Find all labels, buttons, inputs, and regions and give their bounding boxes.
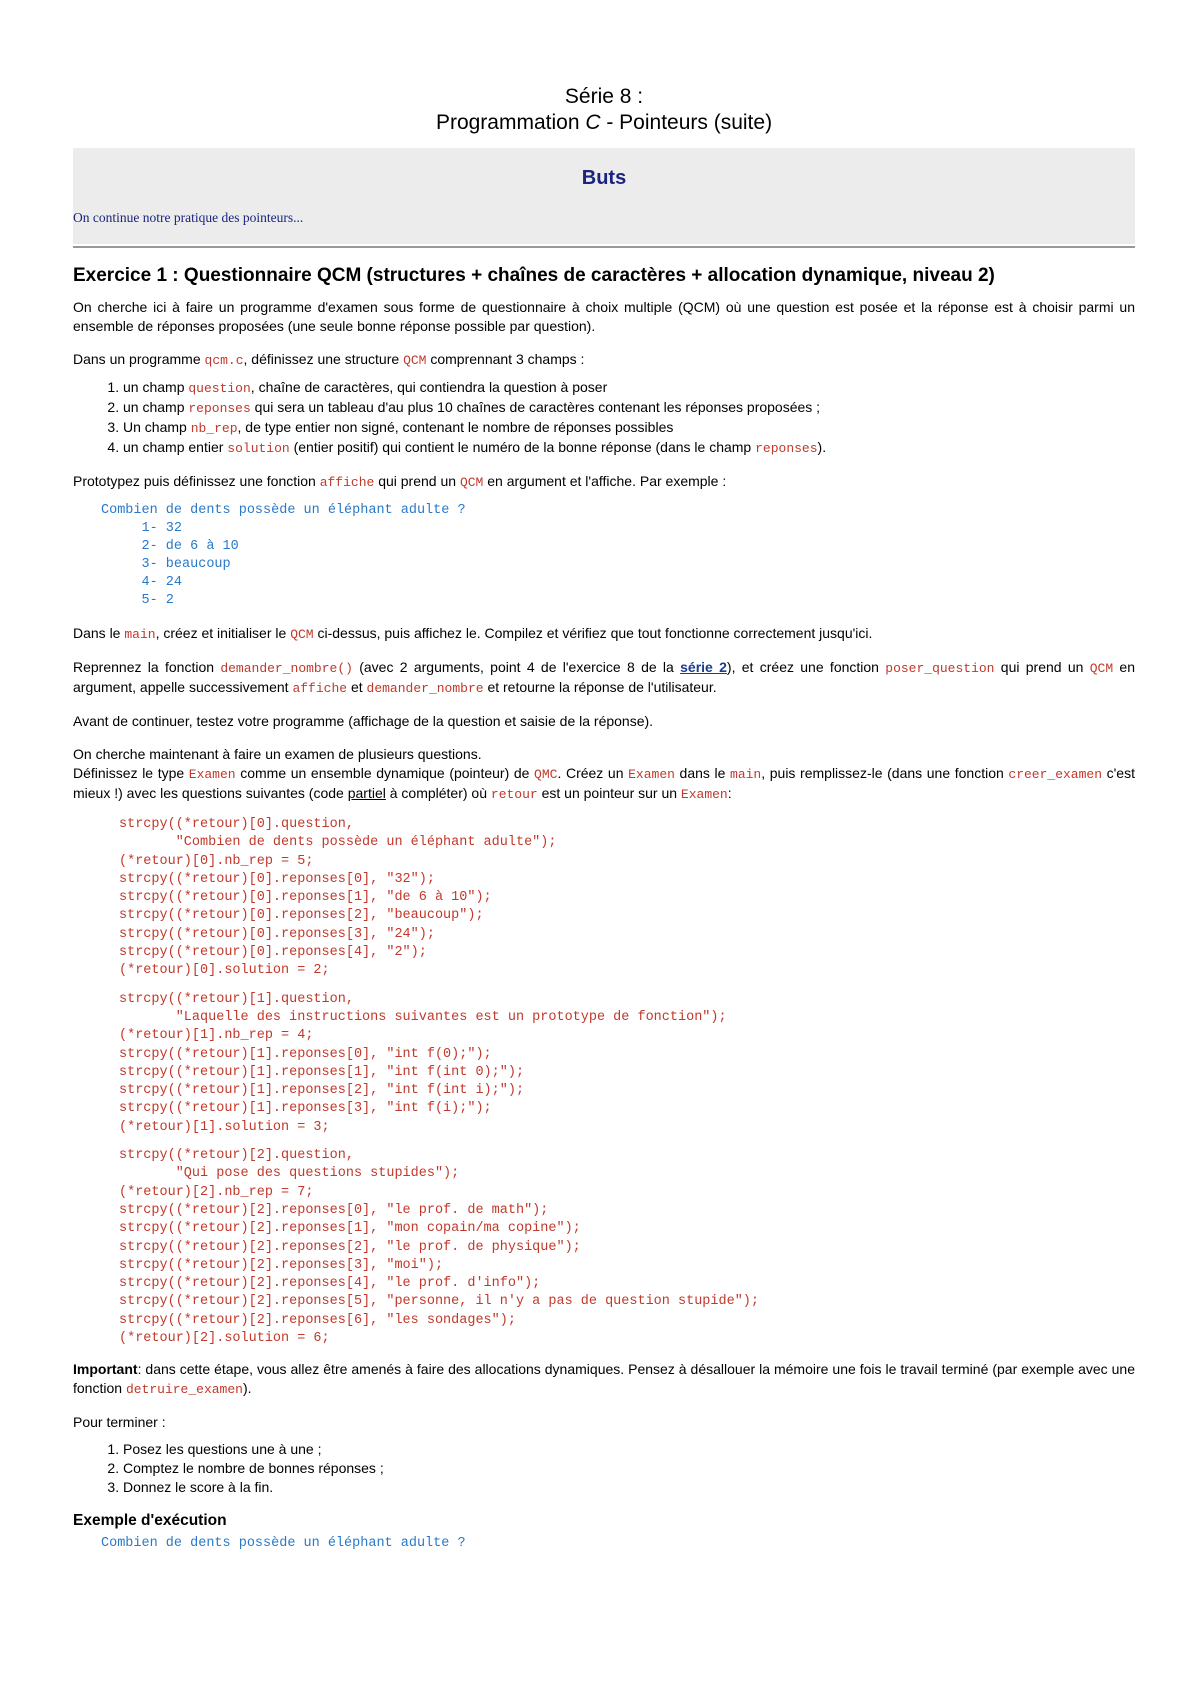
filename-code: qcm.c [204,353,244,368]
buts-text: On continue notre pratique des pointeurs... [73,210,304,225]
list-item: 3. Donnez le score à la fin. [123,1478,1135,1497]
code-block-question-2: strcpy((*retour)[1].question, "Laquelle des instructions suivantes est un prototype de fonction"); (*retour)[1].nb_rep = 4; strcpy((*retour)[1].reponses[0], "int f(0);"); strcpy((*retour)[1].reponses[1], "int f(int 0);"); strcpy((*retour)[1].reponses[2], "int f(int i);"); strcpy((*retour)[1].reponses[3], "int f(i);"); (*retour)[1].solution = 3; [119,991,727,1135]
list-item: 3. Un champ nb_rep, de type entier non signé, contenant le nombre de réponses possibles [123,418,1135,438]
serie-2-link[interactable]: série 2 [680,659,727,675]
test-paragraph: Avant de continuer, testez votre programme (affichage de la question et saisie de la réponse). [73,713,654,729]
exercise-heading: Exercice 1 : Questionnaire QCM (structures + chaînes de caractères + allocation dynamique, niveau 2) [73,265,995,286]
list-item: 1. Posez les questions une à une ; [123,1440,1135,1459]
document-page [73,0,1135,1567]
examen-paragraph: On cherche maintenant à faire un examen de plusieurs questions. Définissez le type Examen comme un ensemble dynamique (pointeur) de QMC. Créez un Examen dans le main, puis remplissez-le (dans une fonction creer_examen c'est mieux !) avec les questions suivantes (code partiel à compléter) où retour est un pointeur sur un Examen: [73,746,1135,802]
important-paragraph: Important: dans cette étape, vous allez être amenés à faire des allocations dynamiques. Pensez à désallouer la mémoire une fois le travail terminé (par exemple avec une fonction detruire_examen). [73,1361,1135,1398]
code-block-question-1: strcpy((*retour)[0].question, "Combien de dents possède un éléphant adulte"); (*retour)[0].nb_rep = 5; strcpy((*retour)[0].reponses[0], "32"); strcpy((*retour)[0].reponses[1], "de 6 à 10"); strcpy((*retour)[0].reponses[2], "beaucoup"); strcpy((*retour)[0].reponses[3], "24"); strcpy((*retour)[0].reponses[4], "2"); (*retour)[0].solution = 2; [119,817,557,979]
structure-paragraph: Dans un programme qcm.c, définissez une structure QCM comprennant 3 champs : [73,351,585,368]
title-line-1: Série 8 : [564,85,644,108]
final-steps-list [73,1440,1135,1497]
prototype-paragraph: Prototypez puis définissez une fonction affiche qui prend un QCM en argument et l'affiche. Par exemple : [73,473,727,490]
main-paragraph: Dans le main, créez et initialiser le QCM ci-dessus, puis affichez le. Compilez et vérifiez que tout fonctionne correctement jusqu'ici. [73,625,873,642]
title-line-2: Programmation C - Pointeurs (suite) [435,111,773,134]
example-heading: Exemple d'exécution [73,1512,227,1530]
buts-box [73,148,1135,244]
example-execution: Combien de dents possède un éléphant adulte ? [101,1536,466,1552]
buts-heading: Buts [581,167,627,189]
list-item: 2. Comptez le nombre de bonnes réponses ; [123,1459,1135,1478]
list-item: 4. un champ entier solution (entier positif) qui contient le numéro de la bonne réponse (dans le champ reponses). [123,438,1135,458]
divider [73,246,1135,248]
function-paragraph: Reprennez la fonction demander_nombre() (avec 2 arguments, point 4 de l'exercice 8 de la série 2), et créez une fonction poser_question qui prend un QCM en argument, appelle successivement affiche et demander_nombre et retourne la réponse de l'utilisateur. [73,659,1136,696]
fields-list [73,378,1135,458]
intro-paragraph: On cherche ici à faire un programme d'examen sous forme de questionnaire à choix multiple (QCM) où une question est posée et la réponse est à choisir parmi un ensemble de réponses proposées (une seule bonne réponse possible par question). [73,299,1135,334]
example-output: Combien de dents possède un éléphant adulte ? 1- 32 2- de 6 à 10 3- beaucoup 4- 24 5- 2 [101,503,466,608]
page-title [73,84,1135,136]
finish-paragraph: Pour terminer : [73,1414,166,1431]
list-item: 1. un champ question, chaîne de caractères, qui contiendra la question à poser [123,378,1135,398]
code-block-question-3: strcpy((*retour)[2].question, "Qui pose des questions stupides"); (*retour)[2].nb_rep = 7; strcpy((*retour)[2].reponses[0], "le prof. de math"); strcpy((*retour)[2].reponses[1], "mon copain/ma copine"); strcpy((*retour)[2].reponses[2], "le prof. de physique"); strcpy((*retour)[2].reponses[3], "moi"); strcpy((*retour)[2].reponses[4], "le prof. d'info"); strcpy((*retour)[2].reponses[5], "personne, il n'y a pas de question stupide"); strcpy((*retour)[2].reponses[6], "les sondages"); (*retour)[2].solution = 6; [119,1148,760,1347]
list-item: 2. un champ reponses qui sera un tableau d'au plus 10 chaînes de caractères contenant les réponses proposées ; [123,398,1135,418]
